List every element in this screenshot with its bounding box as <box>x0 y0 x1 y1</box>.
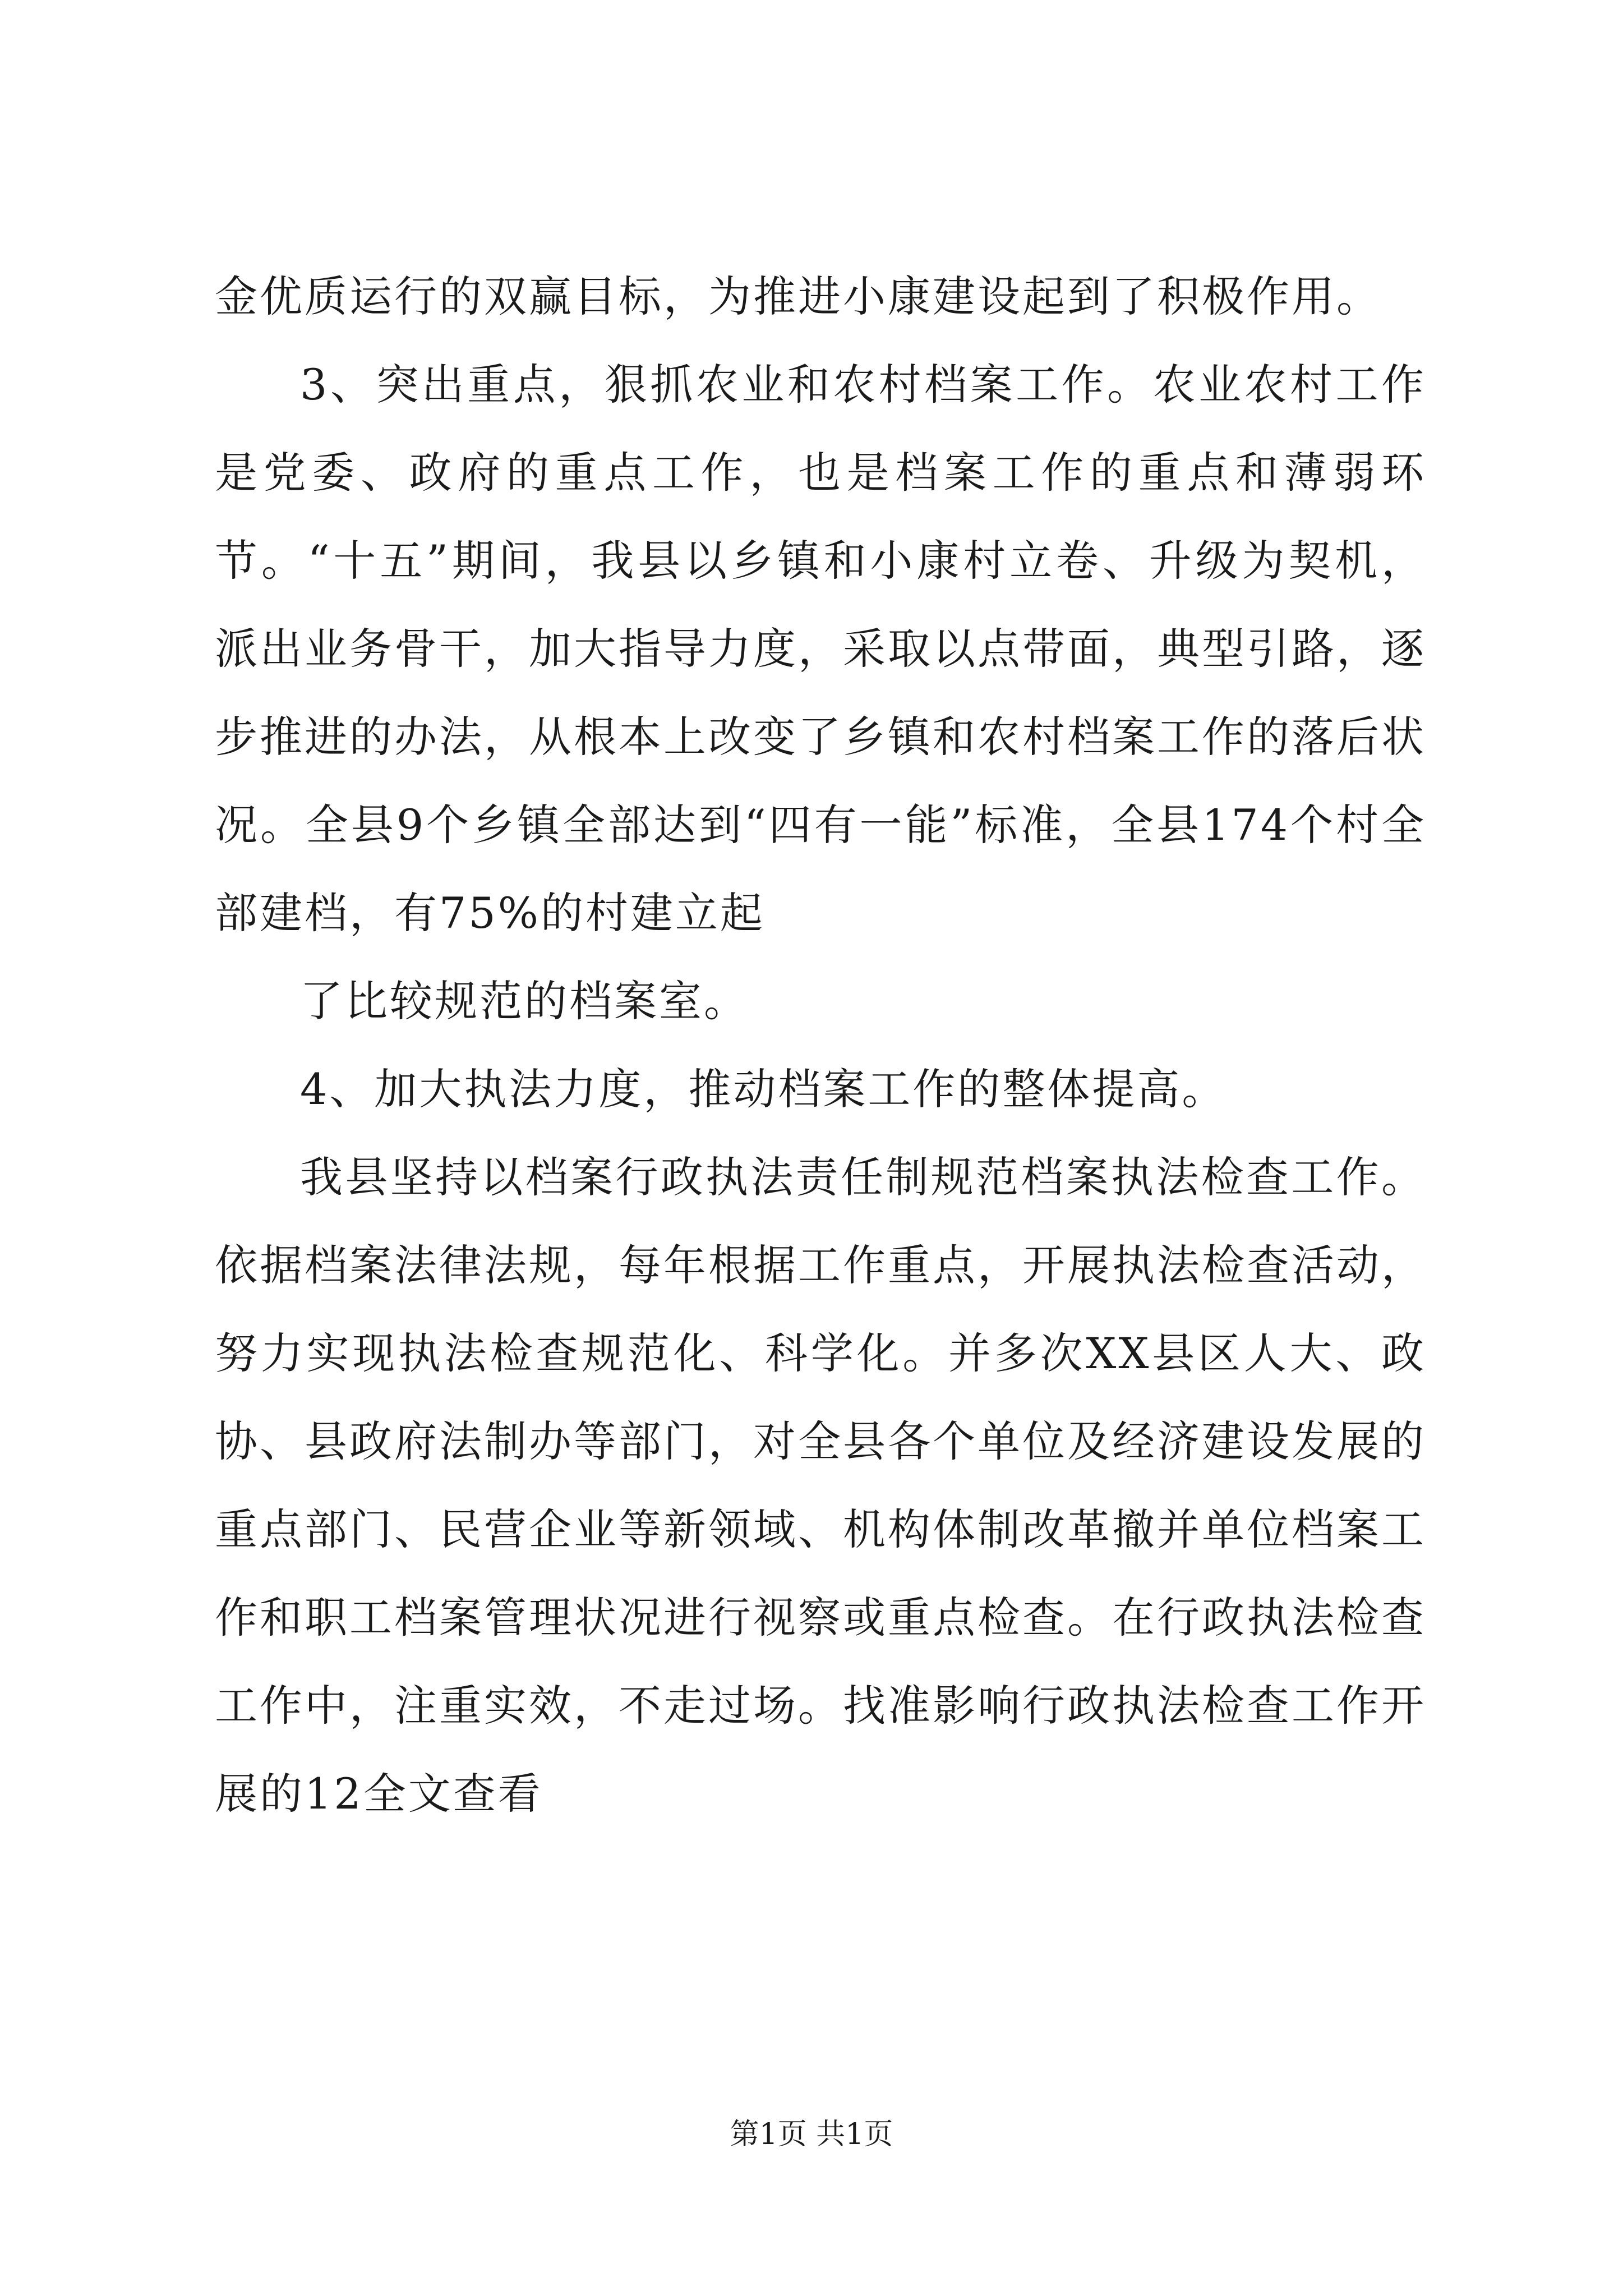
paragraph-rural-archives: 3、突出重点，狠抓农业和农村档案工作。农业农村工作是党委、政府的重点工作，也是档案工作的重点和薄弱环节。“十五”期间，我县以乡镇和小康村立卷、升级为契机，派出业务骨干，加大指导力度，采取以点带面，典型引路，逐步推进的办法，从根本上改变了乡镇和农村档案工作的落后状况。全县9个乡镇全部达到“四有一能”标准，全县174个村全部建档，有75%的村建立起 <box>215 360 1426 938</box>
document-body <box>215 252 1426 1838</box>
page-footer <box>0 2115 1623 2154</box>
page-number-label: 第1页 共1页 <box>730 2118 893 2151</box>
paragraph-continuation: 金优质运行的双赢目标，为推进小康建设起到了积极作用。 <box>215 272 1381 321</box>
paragraph-archive-room: 了比较规范的档案室。 <box>300 976 749 1026</box>
paragraph-heading-enforcement: 4、加大执法力度，推动档案工作的整体提高。 <box>300 1064 1227 1114</box>
paragraph-enforcement-details: 我县坚持以档案行政执法责任制规范档案执法检查工作。依据档案法律法规，每年根据工作重点，开展执法检查活动，努力实现执法检查规范化、科学化。并多次XX县区人大、政协、县政府法制办等部门，对全县各个单位及经济建设发展的重点部门、民营企业等新领域、机构体制改革撤并单位档案工作和职工档案管理状况进行视察或重点检查。在行政执法检查工作中，注重实效，不走过场。找准影响行政执法检查工作开展的12全文查看 <box>215 1152 1426 1819</box>
